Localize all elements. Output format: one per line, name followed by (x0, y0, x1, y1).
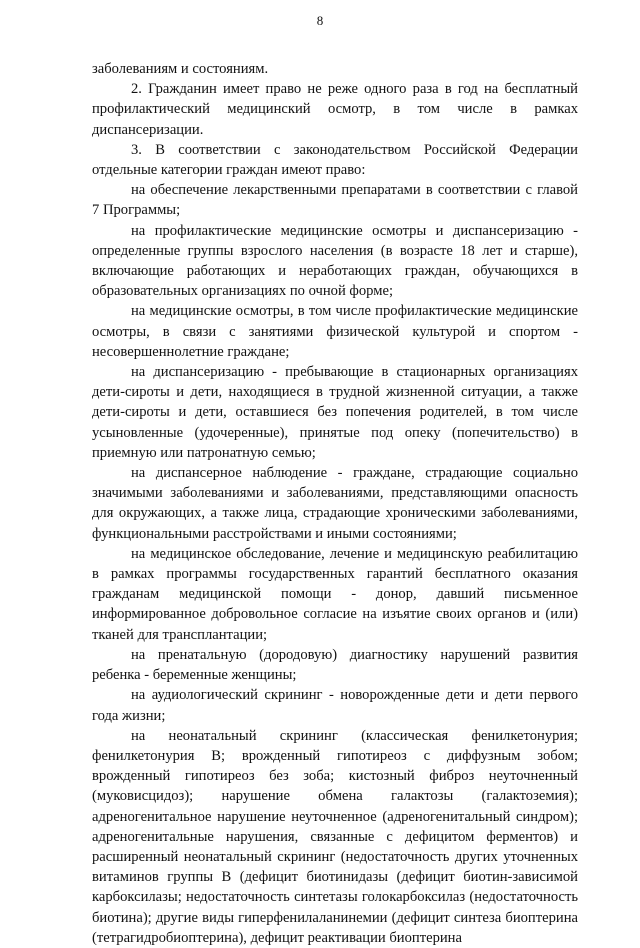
paragraph-donors: на медицинское обследование, лечение и медицинскую реабилитацию в рамках программы государственных гарантий бесплатного оказания гражданам медицинской помощи - донор, давший письменное информированное добровольное согласие на изъятие своих органов и (или) тканей для трансплантации; (92, 545, 578, 643)
paragraph-item-3: 3. В соответствии с законодательством Российской Федерации отдельные категории граждан имеют право: (92, 141, 578, 179)
paragraph-continuation: заболеваниям и состояниям. (92, 61, 269, 77)
document-body (92, 59, 578, 948)
paragraph-dispensary-observation: на диспансерное наблюдение - граждане, страдающие социально значимыми заболеваниями и заболеваниями, представляющими опасность для окружающих, а также лица, страдающие хроническими заболеваниями, функциональными расстройствами и иными состояниями; (92, 465, 578, 542)
paragraph-prenatal: на пренатальную (дородовую) диагностику нарушений развития ребенка - беременные женщины; (92, 646, 578, 684)
paragraph-item-2: 2. Гражданин имеет право не реже одного раза в год на бесплатный профилактический медицинский осмотр, в том числе в рамках диспансеризации. (92, 81, 578, 138)
page-number: 8 (316, 13, 324, 28)
paragraph-neonatal-screening: на неонатальный скрининг (классическая фенилкетонурия; фенилкетонурия B; врожденный гипотиреоз с диффузным зобом; врожденный гипотиреоз без зоба; кистозный фиброз неуточненный (муковисцидоз); нарушение обмена галактозы (галактоземия); адреногенитальное нарушение неуточненное (адреногенитальный синдром); адреногенитальные нарушения, связанные с дефицитом ферментов) и расширенный неонатальный скрининг (недостаточность других уточненных витаминов группы B (дефицит биотинидазы (дефицит биотин-зависимой карбоксилазы; недостаточность синтетазы голокарбоксилаз (недостаточность биотина); другие виды гиперфенилаланинемии (дефицит синтеза биоптерина (тетрагидробиоптерина), дефицит реактивации биоптерина (92, 727, 578, 946)
paragraph-audiology: на аудиологический скрининг - новорожденные дети и дети первого года жизни; (92, 687, 578, 724)
paragraph-checkups-adults: на профилактические медицинские осмотры и диспансеризацию - определенные группы взрослого населения (в возрасте 18 лет и старше), включающие работающих и неработающих граждан, обучающихся в образовательных организациях по очной форме; (92, 222, 578, 300)
paragraph-medicines: на обеспечение лекарственными препаратами в соответствии с главой 7 Программы; (92, 182, 578, 219)
paragraph-checkups-minors: на медицинские осмотры, в том числе профилактические медицинские осмотры, в связи с занятиями физической культурой и спортом - несовершеннолетние граждане; (92, 303, 578, 360)
paragraph-orphans: на диспансеризацию - пребывающие в стационарных организациях дети-сироты и дети, находящиеся в трудной жизненной ситуации, а также дети-сироты и дети, оставшиеся без попечения родителей, в том числе усыновленные (удочеренные), принятые под опеку (попечительство) в приемную или патронатную семью; (92, 364, 578, 461)
